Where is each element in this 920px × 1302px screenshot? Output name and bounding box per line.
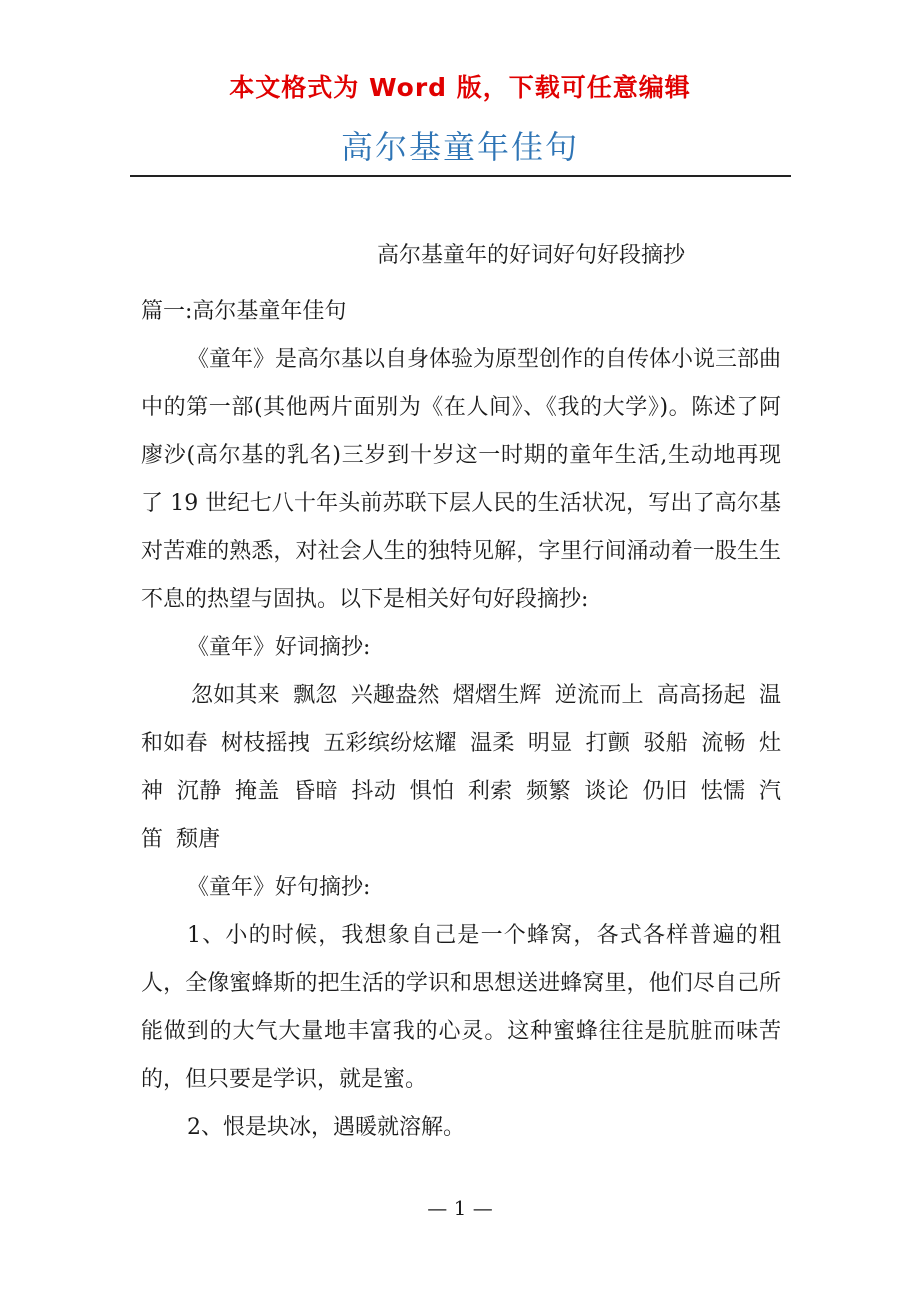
article-subtitle: 高尔基童年的好词好句好段摘抄 (377, 243, 686, 268)
title-divider (130, 175, 791, 177)
sentences-heading: 《童年》好句摘抄: (187, 875, 371, 900)
page-number: — 1 — (427, 1196, 493, 1220)
sentence-item: 2、恨是块冰，遇暖就溶解。 (187, 1115, 465, 1140)
document-body (141, 232, 781, 1152)
format-notice: 本文格式为 Word 版，下载可任意编辑 (229, 73, 691, 102)
words-heading: 《童年》好词摘抄: (187, 635, 371, 660)
intro-paragraph: 《童年》是高尔基以自身体验为原型创作的自传体小说三部曲中的第一部(其他两片面别为《在人间》、《我的大学》)。陈述了阿廖沙(高尔基的乳名)三岁到十岁这一时期的童年生活,生动地再现了 19 世纪七八十年头前苏联下层人民的生活状况，写出了高尔基对苦难的熟悉，对社会人生的独特见解，字里行间涌动着一股生生不息的热望与固执。以下是相关好句好段摘抄: (141, 347, 782, 612)
words-list: 忽如其来 飘忽 兴趣盎然 熠熠生辉 逆流而上 高高扬起 温和如春 树枝摇拽 五彩缤纷炫耀 温柔 明显 打颤 驳船 流畅 灶神 沉静 掩盖 昏暗 抖动 惧怕 利索 频繁 谈论 仍旧 怯懦 汽笛 颓唐 (141, 683, 781, 852)
sentence-item: 1、小的时候，我想象自己是一个蜂窝，各式各样普遍的粗人，全像蜜蜂斯的把生活的学识和思想送进蜂窝里，他们尽自己所能做到的大气大量地丰富我的心灵。这种蜜蜂往往是肮脏而味苦的，但只要是学识，就是蜜。 (141, 923, 781, 1092)
document-title: 高尔基童年佳句 (340, 128, 579, 166)
section-heading: 篇一:高尔基童年佳句 (141, 299, 347, 324)
